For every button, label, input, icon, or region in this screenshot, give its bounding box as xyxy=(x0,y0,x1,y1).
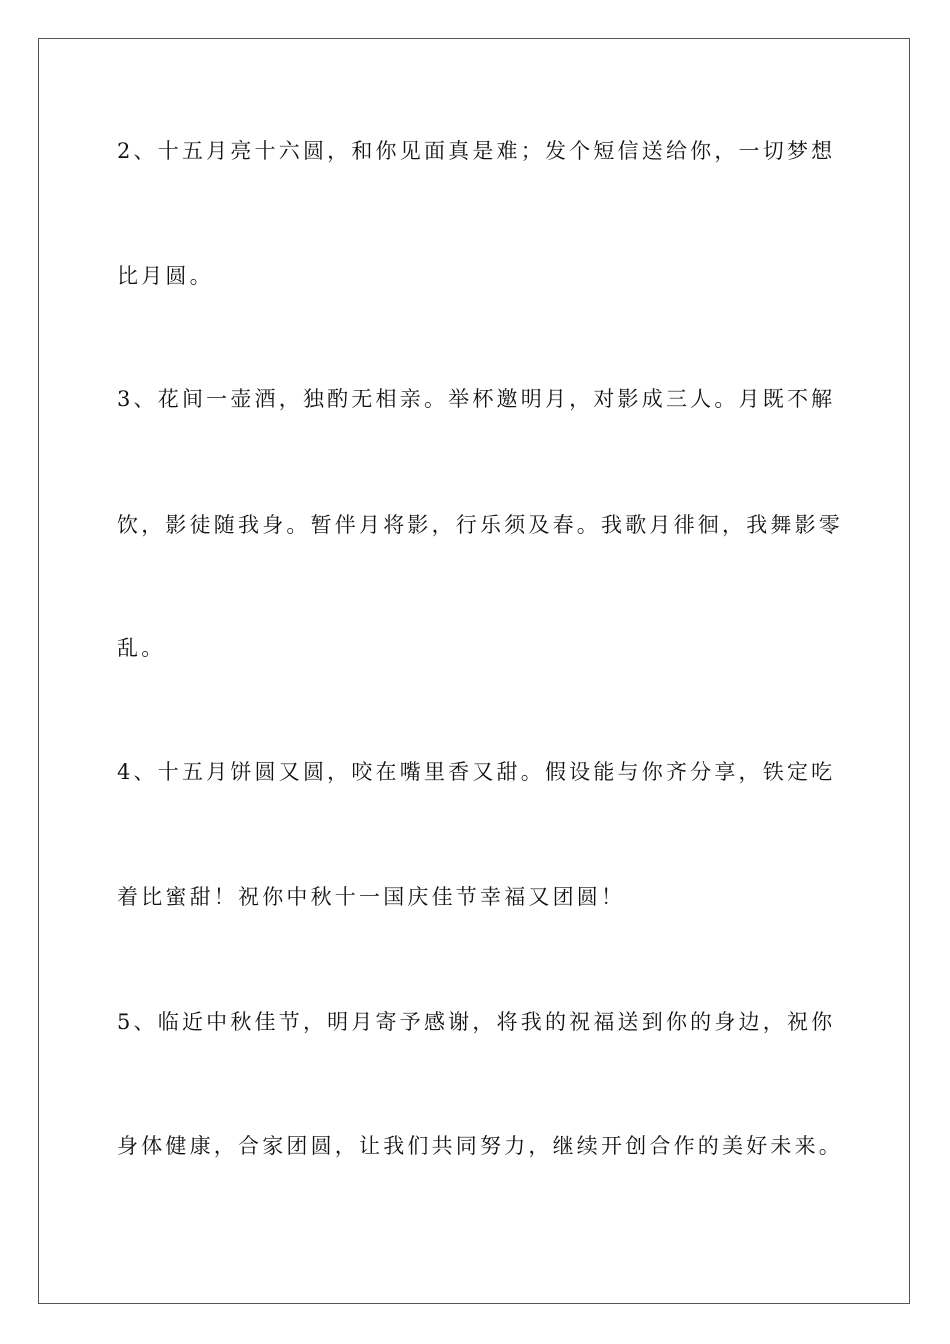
text-line-3: 3、花间一壶酒，独酌无相亲。举杯邀明月，对影成三人。月既不解 xyxy=(117,387,836,411)
text-line-8: 5、临近中秋佳节，明月寄予感谢，将我的祝福送到你的身边，祝你 xyxy=(117,1010,836,1034)
page-border xyxy=(38,38,910,1304)
text-line-6: 4、十五月饼圆又圆，咬在嘴里香又甜。假设能与你齐分享，铁定吃 xyxy=(117,760,836,784)
text-line-5: 乱。 xyxy=(117,636,166,660)
text-line-7: 着比蜜甜！祝你中秋十一国庆佳节幸福又团圆！ xyxy=(117,885,626,909)
text-line-4: 饮，影徒随我身。暂伴月将影，行乐须及春。我歌月徘徊，我舞影零 xyxy=(117,513,843,537)
text-line-2: 比月圆。 xyxy=(117,264,214,288)
text-line-1: 2、十五月亮十六圆，和你见面真是难；发个短信送给你，一切梦想 xyxy=(117,139,836,163)
text-line-9: 身体健康，合家团圆，让我们共同努力，继续开创合作的美好未来。 xyxy=(117,1134,843,1158)
